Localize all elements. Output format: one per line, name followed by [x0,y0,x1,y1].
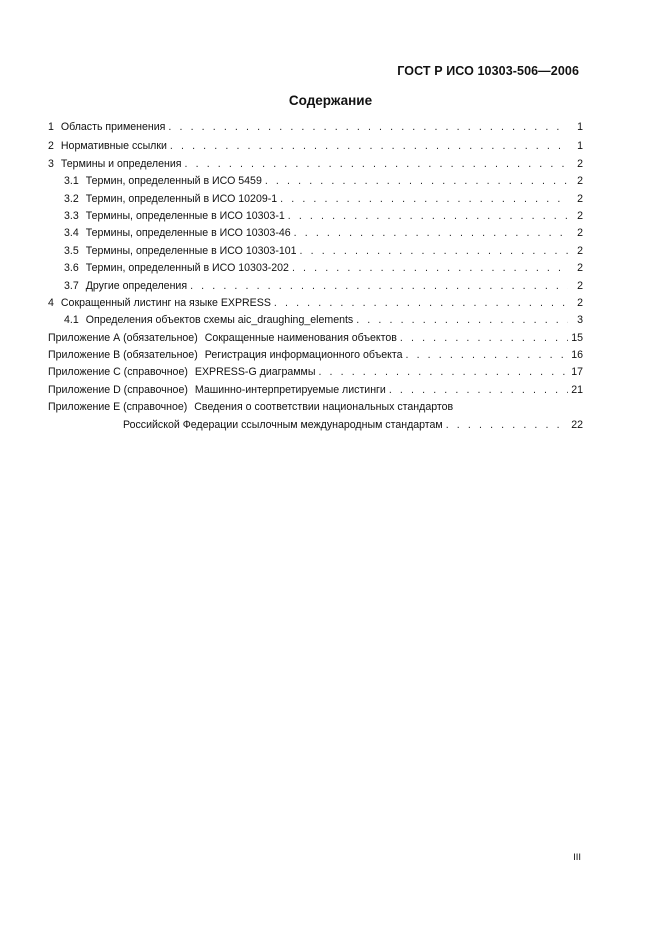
toc-page: 2 [577,157,583,170]
toc-title: Регистрация информационного объекта [204,349,403,362]
toc-entry-3[interactable] [48,153,583,170]
toc-entry-appendix-b[interactable] [48,345,583,362]
toc-leader [288,210,568,223]
page-number: III [573,852,581,863]
table-of-contents [48,121,583,432]
toc-leader [292,262,568,275]
toc-page: 2 [577,192,583,205]
toc-number: 4.1 [64,314,79,327]
toc-leader [405,349,568,362]
toc-title: EXPRESS-G диаграммы [194,366,316,379]
toc-entry-3-4[interactable] [48,223,583,240]
toc-title: Машинно-интерпретируемые листинги [194,383,386,396]
toc-page: 22 [571,418,583,431]
toc-entry-3-7[interactable] [48,275,583,292]
toc-number: 3.1 [64,175,79,188]
toc-entry-3-5[interactable] [48,240,583,257]
toc-title: Сведения о соответствии национальных стандартов [194,401,454,414]
toc-page: 3 [577,314,583,327]
toc-title: Нормативные ссылки [60,140,167,153]
toc-leader [274,297,568,310]
toc-leader [168,121,568,134]
toc-number: 3.7 [64,279,79,292]
toc-page: 2 [577,244,583,257]
toc-entry-appendix-d[interactable] [48,379,583,396]
toc-leader [280,193,568,206]
toc-entry-appendix-e-continuation[interactable] [48,414,583,431]
toc-appendix-label: Приложение D (справочное) [48,383,188,396]
toc-appendix-label: Приложение Е (справочное) [48,401,188,414]
toc-entry-3-6[interactable] [48,258,583,275]
toc-number: 1 [48,121,54,133]
toc-title: Термин, определенный в ИСО 5459 [85,175,262,188]
toc-title: Сокращенный листинг на языке EXPRESS [60,296,271,309]
page-title: Содержание [288,93,373,108]
toc-page: 21 [571,383,583,396]
toc-leader [318,366,568,379]
toc-leader [170,140,568,153]
toc-leader [185,158,568,171]
toc-title: Сокращенные наименования объектов [204,331,397,344]
toc-title: Определения объектов схемы aic_draughing_elements [85,314,354,327]
toc-leader [294,227,568,240]
toc-page: 15 [571,331,583,344]
toc-leader [446,419,568,432]
toc-title: Термины, определенные в ИСО 10303-1 [85,209,285,222]
toc-page: 1 [577,121,583,133]
toc-entry-appendix-e[interactable] [48,397,583,414]
toc-page: 2 [577,209,583,222]
document-standard-header: ГОСТ Р ИСО 10303-506—2006 [397,64,579,78]
toc-number: 3.2 [64,192,79,205]
toc-entry-appendix-a[interactable] [48,327,583,344]
toc-page: 2 [577,175,583,188]
toc-appendix-label: Приложение А (обязательное) [48,331,198,344]
toc-title: Другие определения [85,279,188,292]
toc-leader [400,332,568,345]
toc-number: 3.3 [64,209,79,222]
toc-title: Термины, определенные в ИСО 10303-101 [85,244,297,257]
toc-entry-3-2[interactable] [48,188,583,205]
toc-entry-2[interactable] [48,136,583,153]
toc-title: Термины и определения [60,157,182,170]
toc-number: 3.5 [64,244,79,257]
toc-page: 1 [577,140,583,153]
toc-number: 3.4 [64,227,79,240]
toc-page: 2 [577,227,583,240]
toc-page: 2 [577,279,583,292]
toc-entry-3-1[interactable] [48,171,583,188]
toc-leader [190,280,568,293]
toc-leader [300,245,568,258]
toc-entry-appendix-c[interactable] [48,362,583,379]
toc-page: 2 [577,296,583,309]
toc-entry-4-1[interactable] [48,310,583,327]
toc-title: Термин, определенный в ИСО 10303-202 [85,262,289,275]
toc-title: Область применения [60,121,166,133]
toc-title-continued: Российской Федерации ссылочным международным стандартам [123,418,443,431]
toc-entry-4[interactable] [48,293,583,310]
toc-title: Термин, определенный в ИСО 10209-1 [85,192,278,205]
toc-number: 2 [48,140,54,153]
toc-leader [265,175,568,188]
toc-title: Термины, определенные в ИСО 10303-46 [85,227,291,240]
toc-number: 4 [48,296,54,309]
toc-page: 16 [571,349,583,362]
toc-page: 2 [577,262,583,275]
toc-number: 3 [48,157,54,170]
toc-page: 17 [571,366,583,379]
toc-appendix-label: Приложение С (справочное) [48,366,188,379]
toc-appendix-label: Приложение В (обязательное) [48,349,198,362]
toc-leader [356,314,568,327]
toc-leader [389,384,568,397]
toc-entry-1[interactable] [48,121,583,136]
toc-number: 3.6 [64,262,79,275]
toc-entry-3-3[interactable] [48,206,583,223]
